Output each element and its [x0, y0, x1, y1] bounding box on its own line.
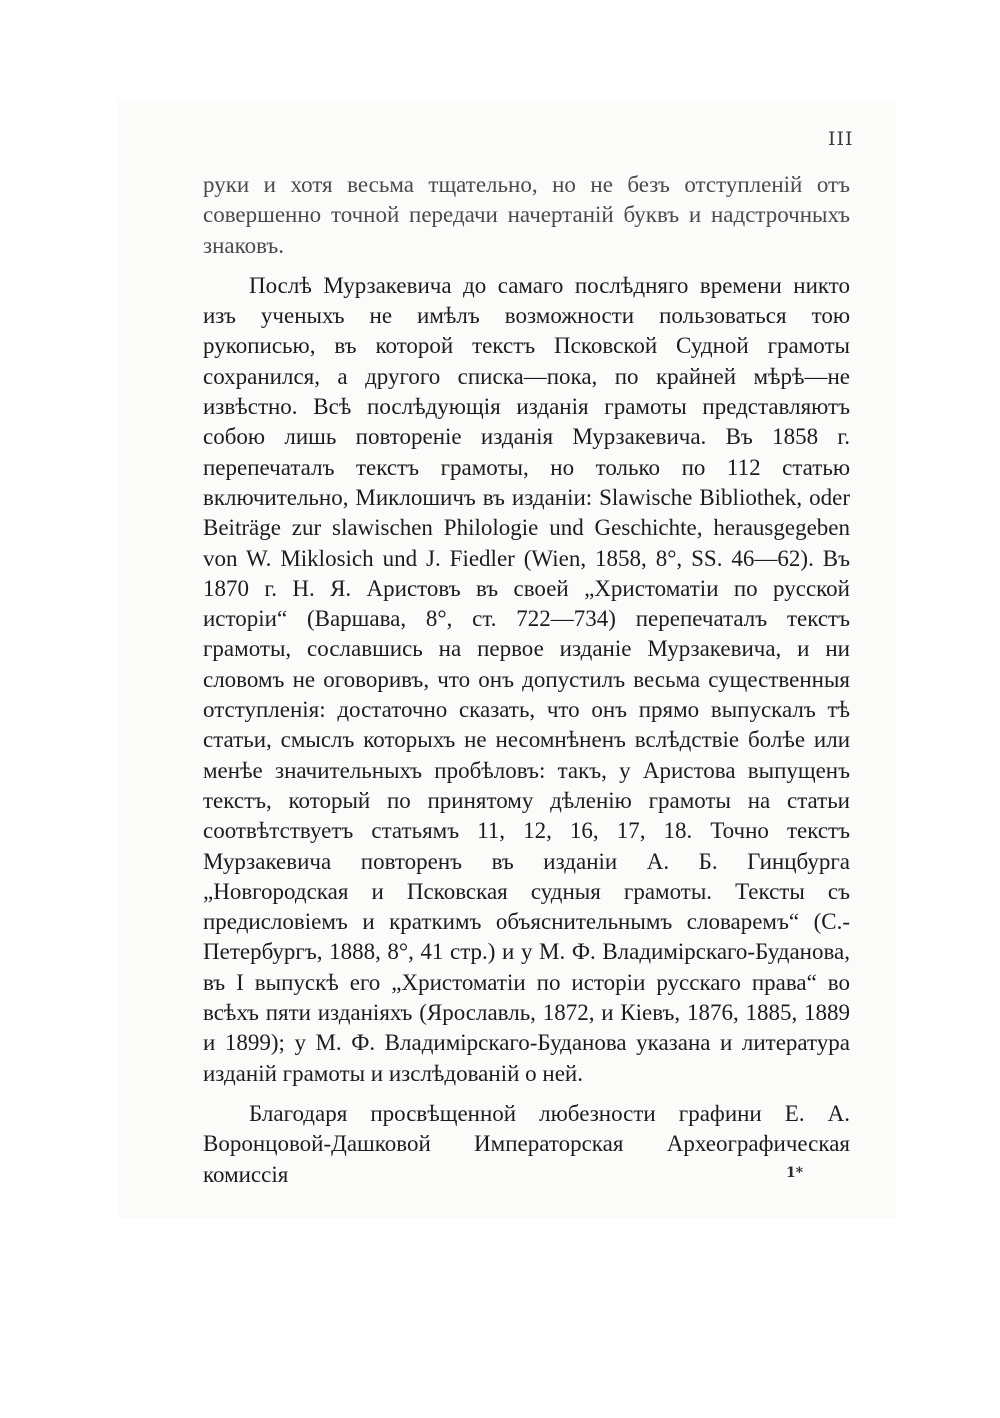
paragraph-2: Послѣ Мурзакевича до самаго послѣдняго времени никто изъ ученыхъ не имѣлъ возможности пользоваться тою рукописью, въ которой текстъ Псковской Судной грамоты сохранился, а другого списка—пока, по крайней мѣрѣ—не извѣстно. Всѣ послѣдующія изданія грамоты представляютъ собою лишь повтореніе изданія Мурзакевича. Въ 1858 г. перепечаталъ текстъ грамоты, но только по 112 статью включительно, Миклошичъ въ изданіи: Slawische Bibliothek, oder Beiträge zur slawischen Philologie und Geschichte, herausgegeben von W. Miklosich und J. Fiedler (Wien, 1858, 8°, SS. 46—62). Въ 1870 г. Н. Я. Аристовъ въ своей „Христоматіи по русской исторіи“ (Варшава, 8°, ст. 722—734) перепечаталъ текстъ грамоты, сославшись на первое изданіе Мурзакевича, и ни словомъ не оговоривъ, что онъ допустилъ весьма существенныя отступленія: достаточно сказать, что онъ прямо выпускалъ тѣ статьи, смыслъ которыхъ не несомнѣненъ вслѣдствіе болѣе или менѣе значительныхъ пробѣловъ: такъ, у Аристова выпущенъ текстъ, который по принятому дѣленію грамоты на статьи соотвѣтствуетъ статьямъ 11, 12, 16, 17, 18. Точно текстъ Мурзакевича повторенъ въ изданіи А. Б. Гинцбурга „Новгородская и Псковская судныя грамоты. Тексты съ предисловіемъ и краткимъ объяснительнымъ словаремъ“ (С.-Петербургъ, 1888, 8°, 41 стр.) и у М. Ф. Владимірскаго-Буданова, въ I выпускѣ его „Христоматіи по исторіи русскаго права“ во всѣхъ пяти изданіяхъ (Ярославль, 1872, и Кіевъ, 1876, 1885, 1889 и 1899); у М. Ф. Владимірскаго-Буданова указана и литература изданій грамоты и изслѣдованій о ней.	[203, 272, 850, 1086]
paragraph-1: руки и хотя весьма тщательно, но не безъ отступленій отъ совершенно точной передачи начертаній буквъ и надстрочныхъ знаковъ.	[203, 172, 850, 258]
body-text	[203, 170, 850, 1200]
page-number: III	[828, 128, 854, 150]
signature-mark: 1*	[786, 1165, 804, 1181]
paragraph-3: Благодаря просвѣщенной любезности графини Е. А. Воронцовой-Дашковой Императорская Археографическая комиссія	[203, 1100, 850, 1187]
